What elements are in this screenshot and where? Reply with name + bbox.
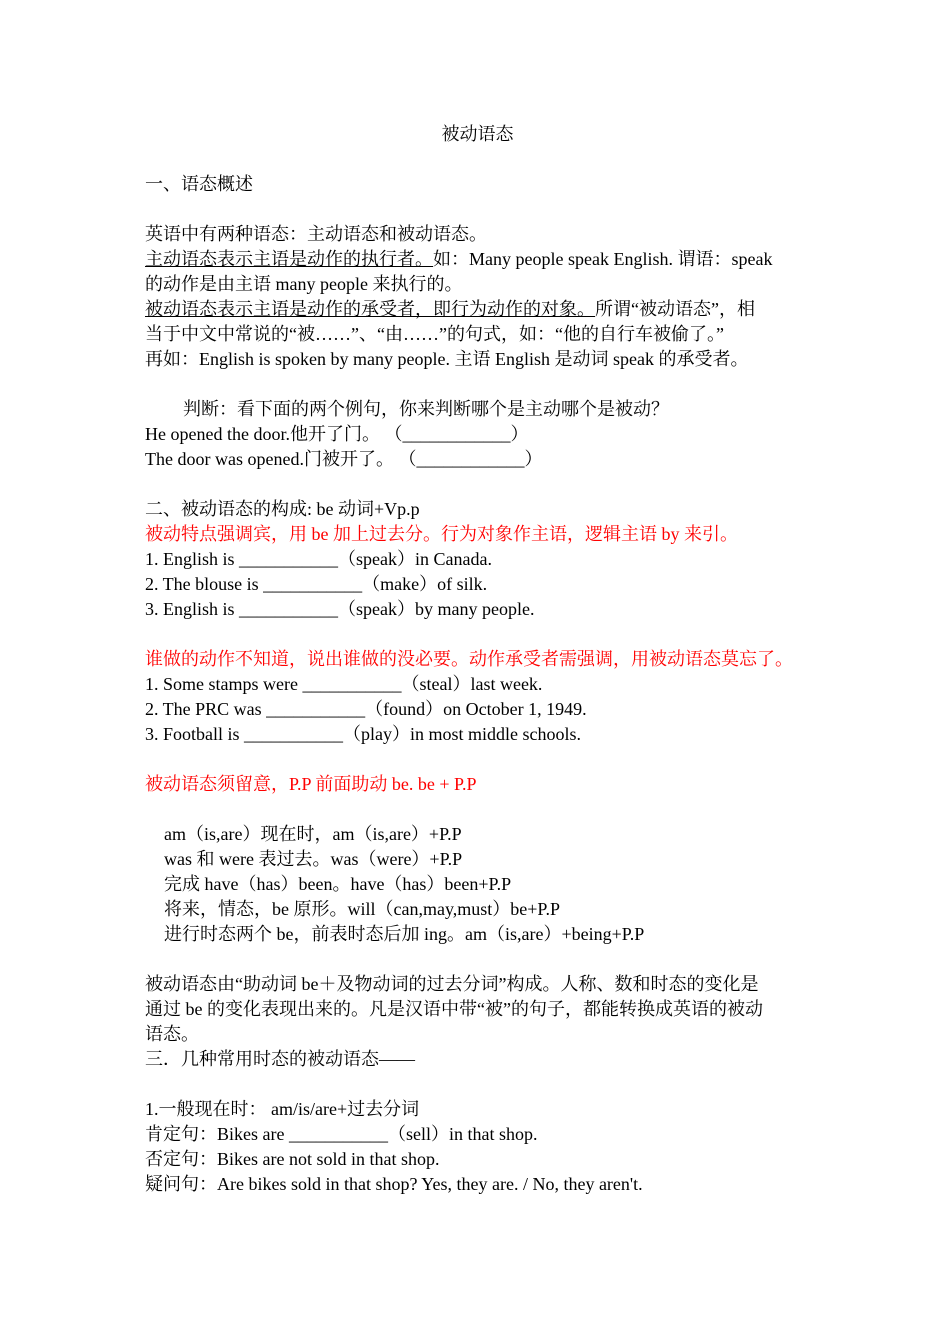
judge-example-2: The door was opened.门被开了。 （____________） <box>145 449 543 469</box>
exercise-2-item: 1. Some stamps were ___________（steal）last week. <box>145 674 543 694</box>
rhyme-1: 被动特点强调宾，用 be 加上过去分。行为对象作主语，逻辑主语 by 来引。 <box>145 524 738 544</box>
rule-item: am（is,are）现在时，am（is,are）+P.P <box>164 824 462 844</box>
simple-present-heading: 1.一般现在时： am/is/are+过去分词 <box>145 1099 420 1119</box>
rhyme-2: 谁做的动作不知道，说出谁做的没必要。动作承受者需强调，用被动语态莫忘了。 <box>145 649 793 669</box>
rule-item: was 和 were 表过去。was（were）+P.P <box>164 849 463 869</box>
rhyme-3: 被动语态须留意，P.P 前面助动 be. be + P.P <box>145 774 477 794</box>
passive-voice-explanation: 当于中文中常说的“被……”、“由……”的句式，如：“他的自行车被偷了。” <box>145 324 724 344</box>
section-1-heading: 一、语态概述 <box>145 174 253 194</box>
rule-item: 进行时态两个 be，前表时态后加 ing。am（is,are）+being+P.P <box>164 924 645 944</box>
exercise-1-item: 3. English is ___________（speak）by many people. <box>145 599 535 619</box>
rule-item: 将来，情态，be 原形。will（can,may,must）be+P.P <box>164 899 560 919</box>
exercise-1-item: 1. English is ___________（speak）in Canada. <box>145 549 492 569</box>
rule-item: 完成 have（has）been。have（has）been+P.P <box>164 874 512 894</box>
summary-line: 被动语态由“助动词 be＋及物动词的过去分词”构成。人称、数和时态的变化是 <box>145 974 759 994</box>
question-example: 疑问句：Are bikes sold in that shop? Yes, they are. / No, they aren't. <box>145 1174 643 1194</box>
exercise-2-item: 2. The PRC was ___________（found）on October 1, 1949. <box>145 699 587 719</box>
passive-voice-definition <box>145 297 810 322</box>
passive-voice-note: 所谓“被动语态”，相 <box>595 299 755 319</box>
section-3-heading: 三．几种常用时态的被动语态—— <box>145 1049 415 1069</box>
summary-line: 通过 be 的变化表现出来的。凡是汉语中带“被”的句子，都能转换成英语的被动 <box>145 999 763 1019</box>
active-voice-example: 如：Many people speak English. 谓语：speak <box>433 249 773 269</box>
section-2-heading: 二、被动语态的构成: be 动词+Vp.p <box>145 499 420 519</box>
active-voice-underlined: 主动语态表示主语是动作的执行者。 <box>145 249 433 269</box>
overview-paragraph: 英语中有两种语态：主动语态和被动语态。 <box>145 224 487 244</box>
document-page <box>145 122 810 1197</box>
passive-voice-example: 再如：English is spoken by many people. 主语 English 是动词 speak 的承受者。 <box>145 349 749 369</box>
document-title: 被动语态 <box>441 124 514 144</box>
negative-example: 否定句：Bikes are not sold in that shop. <box>145 1149 440 1169</box>
summary-line: 语态。 <box>145 1024 199 1044</box>
judge-example-1: He opened the door.他开了门。 （____________） <box>145 424 529 444</box>
active-voice-explanation: 的动作是由主语 many people 来执行的。 <box>145 274 463 294</box>
judge-prompt: 判断：看下面的两个例句，你来判断哪个是主动哪个是被动？ <box>183 399 669 419</box>
exercise-2-item: 3. Football is ___________（play）in most middle schools. <box>145 724 581 744</box>
active-voice-definition <box>145 247 810 272</box>
passive-voice-underlined: 被动语态表示主语是动作的承受者，即行为动作的对象。 <box>145 299 595 319</box>
exercise-1-item: 2. The blouse is ___________（make）of silk. <box>145 574 488 594</box>
affirmative-example: 肯定句：Bikes are ___________（sell）in that shop. <box>145 1124 538 1144</box>
